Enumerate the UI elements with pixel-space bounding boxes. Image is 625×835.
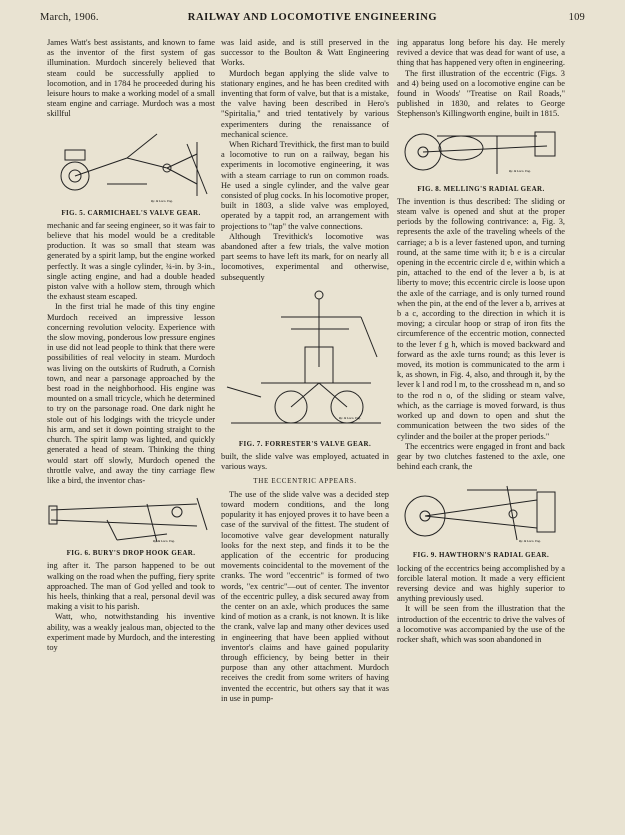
figure-8 [397,124,565,194]
figure-6-drawing [47,490,215,546]
paragraph: The eccentrics were engaged in front and back gear by two clutches fastened to the axle, one behind each crank, the [397,441,565,472]
figure-6 [47,490,215,558]
figure-7 [221,287,389,449]
engraver-stamp: Ry. & Loco. Eng. [151,198,173,203]
journal-title: RAILWAY AND LOCOMOTIVE ENGINEERING [187,12,438,23]
figure-9-drawing [397,476,565,548]
paragraph: When Richard Trevithick, the first man to build a locomotive to run on a railway, began his experiments in locomotive engineering, it was with a steam carriage to run on common roads. He used a single cylinder, and the valve gear consisted of plug cocks. In his locomotive proper, built in 1803, a slide valve was employed, operated by a tappit rod, an arrangement with projections to "tap" the valve connections. [221,140,389,231]
engraver-stamp: Ry. & Loco. Eng. [339,415,361,420]
paragraph: Watt, who, notwithstanding his inventive ability, was a weakly jealous man, objected to the experiment made by Murdoch, and the interesting toy [47,612,215,652]
engraver-stamp: Ry. & Loco. Eng. [153,539,175,544]
paragraph: mechanic and far seeing engineer, so it was fair to believe that his model would be a creditable production. It was so small that steam was generated by a spirit lamp, but the engine worked perfectly. It was a single cylinder, ¾-in. by 3-in., single acting engine, and had a double headed piston valve with a hollow stem, through which the exhaust steam escaped. [47,220,215,302]
column-1 [47,38,215,653]
paragraph: was laid aside, and is still preserved in the successor to the Boulton & Watt Engineering Works. [221,38,389,68]
figure-8-caption: FIG. 8. MELLING'S RADIAL GEAR. [417,184,545,193]
figure-9-caption: FIG. 9. HAWTHORN'S RADIAL GEAR. [412,551,550,560]
paragraph: The first illustration of the eccentric (Figs. 3 and 4) being used on a locomotive engine can be found in Woods' "Treatise on Rail Roads," published in 1830, and relates to George Stephenson's Killingworth engine, built in 1815. [397,68,565,119]
section-title: THE ECCENTRIC APPEARS. [253,477,357,486]
paragraph: James Watt's best assistants, and known to fame as the inventor of the first system of gas illumination. Murdoch sincerely believed that steam could be successfully applied to locomotion, and in 1784 he proceeded during his leisure hours to make a working model of a small steam engine and carriage. Murdoch was a most skillful [47,38,215,119]
paragraph: In the first trial he made of this tiny engine Murdoch received an impressive lesson concerning revolution velocity. Experience with the slow moving, ponderous low pressure engines in use did not lead people to think that there were possibilities of real velocity in steam. Murdoch was living on the outskirts of Rudruth, a Cornish town, and near a parsonage approached by the best road in the neighborhood. His engine was mounted on a small tricycle, which he determined to try on the parsonage road. One dark night he stole out of his lodgings with the tricycle under his arm, and set it down pointing straight to the church. The spirit lamp was lighted, and quickly generated a head of steam. Thinking the thing would start off slowly, Murdoch opened the throttle valve, and away the tiny carriage flew like a bird, the inventor chas- [47,302,215,485]
figure-5-caption: FIG. 5. CARMICHAEL'S VALVE GEAR. [61,208,201,217]
paragraph: locking of the eccentrics being accomplished by a forcible lateral motion. It made a very efficient reversing device and was highly superior to anything previously used. [397,563,565,604]
figure-6-caption: FIG. 6. BURY'S DROP HOOK GEAR. [66,549,196,558]
figure-8-drawing [397,124,565,182]
paragraph: built, the slide valve was employed, actuated in various ways. [221,452,389,472]
figure-9 [397,476,565,560]
paragraph: ing after it. The parson happened to be out walking on the road when the puffing, fiery sprite approached. The man of God yelled and took to his heels, thinking that a real, personal devil was making a visit to his parish. [47,561,215,612]
page-number: 109 [568,12,585,23]
paragraph: ing apparatus long before his day. He merely revived a device that was dead for want of use, a thing that has happened very often in engineering. [397,38,565,68]
column-3 [397,38,565,645]
paragraph: It will be seen from the illustration that the introduction of the eccentric to drive the valves of a locomotive was accompanied by the use of the rocker shaft, which was soon abandoned in [397,604,565,644]
engraver-stamp: Ry. & Loco. Eng. [509,168,531,173]
paragraph: The use of the slide valve was a decided step toward modern conditions, and the long popularity it has enjoyed proves it to have been a case of the survival of the fittest. The student of locomotive valve gear development naturally looks for the next step, and finds it to be the application of the eccentric for producing movements coincidental to the movement of the cranks. The word "eccentric" is formed of two words, "ex centric"—out of center. The inventor of the eccentric pulley, a disk secured away from the center on an axle, which produces the same kind of motion as a crank, is not known. It is like the crank, valve lap and many other devices used in engineering that have been applied without inventor's claims and have gained popularity through efficiency, by being better in their purpose than any other attachment. Murdoch receives the credit from some writers of having invented the eccentric, but others say that it was in use in pump- [221,489,389,703]
figure-5 [47,124,215,218]
figure-7-caption: FIG. 7. FORRESTER'S VALVE GEAR. [238,439,372,448]
figure-5-drawing [47,124,215,206]
figure-7-drawing [221,287,389,437]
column-2 [221,38,389,704]
issue-date: March, 1906. [40,12,99,23]
engraver-stamp: Ry. & Loco. Eng. [519,539,541,544]
page-header [40,8,585,30]
paragraph: Although Trevithick's locomotive was abandoned after a few trials, the valve motion part seems to have left its mark, for on nearly all locomotives, experimental and otherwise, subsequently [221,231,389,282]
paragraph: The invention is thus described: The sliding or steam valve is opened and shut at the proper periods by the following contrivance: a, Fig. 3, represents the axle of the traveling wheels of the carriage; a b is a lever fastened upon, and turning round, at the same time with it; b e is a circular opening in the eccentric circle d e, within which a pin, attached to the end of the lever a b, is at liberty to move; this eccentric circle is loose upon the axle of the carriage, and is only turned round when the pin, at the end of the lever a b, arrives at b a c, according to the direction in which it is moving; a circular hoop or strap of iron fits the circumference of the eccentric motion, connected to the lever f g h, which is moved backward and forward as the axle turns round; as this lever is moved, its motion is communicated to the arm i k, as shown, in Fig. 4, also, and through it, by the lever k l and rod l m, to the crosshead m n, and so to the rod n o, of the sliding or steam valve, which, as the carriage is moved forward, is thus worked up and down to open and shut the communication between the two sides of the cylinder and the boiler at the proper periods." [397,196,565,441]
paragraph: Murdoch began applying the slide valve to stationary engines, and he has been credited with inventing that form of valve, but that is a mistake, the valve having been described in Hero's "Spiritalia," and tried tentatively by various experimenters during the renaissance of mechanical science. [221,68,389,139]
